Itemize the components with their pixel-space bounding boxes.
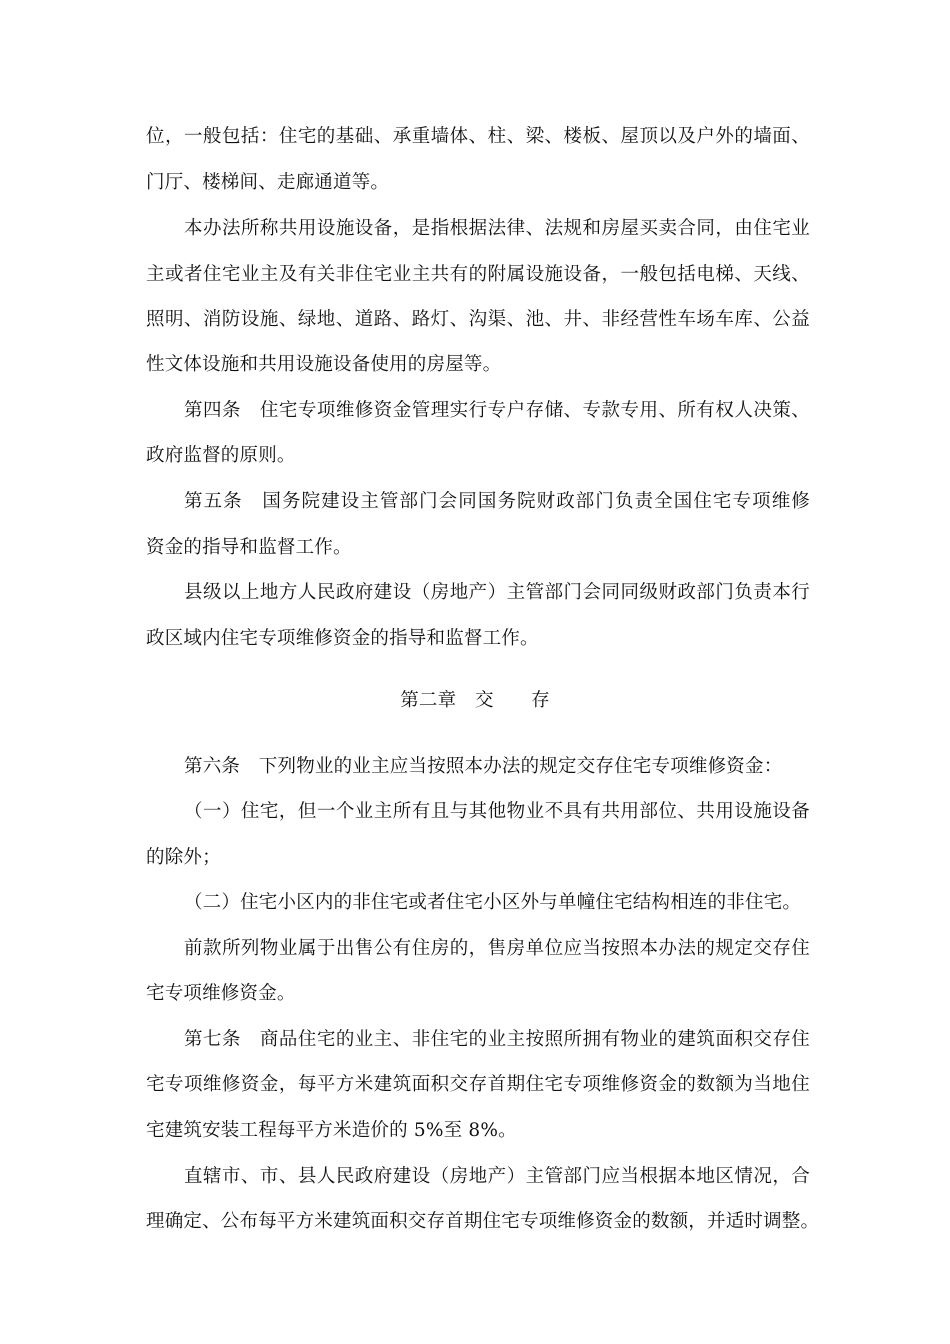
paragraph-line: 本办法所称共用设施设备，是指根据法律、法规和房屋买卖合同，由住宅业: [184, 218, 810, 239]
paragraph-line: 的除外；: [146, 847, 221, 868]
paragraph-line: 资金的指导和监督工作。: [146, 537, 352, 558]
article-7-line: 第七条 商品住宅的业主、非住宅的业主按照所拥有物业的建筑面积交存住: [184, 1029, 810, 1050]
paragraph-line: 政区域内住宅专项维修资金的指导和监督工作。: [146, 628, 539, 649]
list-item-2-line: （二）住宅小区内的非住宅或者住宅小区外与单幢住宅结构相连的非住宅。: [184, 892, 802, 913]
paragraph-line: 照明、消防设施、绿地、道路、路灯、沟渠、池、井、非经营性车场车库、公益: [146, 309, 810, 330]
paragraph-line: 门厅、楼梯间、走廊通道等。: [146, 172, 390, 193]
paragraph-line: 宅建筑安装工程每平方米造价的 5%至 8%。: [146, 1120, 517, 1141]
paragraph-line: 主或者住宅业主及有关非住宅业主共有的附属设施设备，一般包括电梯、天线、: [146, 264, 810, 285]
list-item-1-line: （一）住宅，但一个业主所有且与其他物业不具有共用部位、共用设施设备: [184, 801, 810, 822]
article-6-line: 第六条 下列物业的业主应当按照本办法的规定交存住宅专项维修资金：: [184, 756, 783, 777]
paragraph-line: 直辖市、市、县人民政府建设（房地产）主管部门应当根据本地区情况，合: [184, 1166, 810, 1187]
paragraph-line: 宅专项维修资金。: [146, 983, 296, 1004]
paragraph-line: 前款所列物业属于出售公有住房的，售房单位应当按照本办法的规定交存住: [184, 938, 810, 959]
paragraph-line: 性文体设施和共用设施设备使用的房屋等。: [146, 354, 502, 375]
paragraph-line: 理确定、公布每平方米建筑面积交存首期住宅专项维修资金的数额，并适时调整。: [146, 1211, 820, 1232]
paragraph-line: 位，一般包括：住宅的基础、承重墙体、柱、梁、楼板、屋顶以及户外的墙面、: [146, 126, 810, 147]
paragraph-line: 政府监督的原则。: [146, 445, 296, 466]
paragraph-line: 县级以上地方人民政府建设（房地产）主管部门会同同级财政部门负责本行: [184, 582, 810, 603]
article-5-line: 第五条 国务院建设主管部门会同国务院财政部门负责全国住宅专项维修: [184, 491, 810, 512]
paragraph-line: 宅专项维修资金，每平方米建筑面积交存首期住宅专项维修资金的数额为当地住: [146, 1074, 810, 1095]
article-4-line: 第四条 住宅专项维修资金管理实行专户存储、专款专用、所有权人决策、: [184, 400, 810, 421]
chapter-heading: 第二章 交 存: [400, 690, 550, 711]
